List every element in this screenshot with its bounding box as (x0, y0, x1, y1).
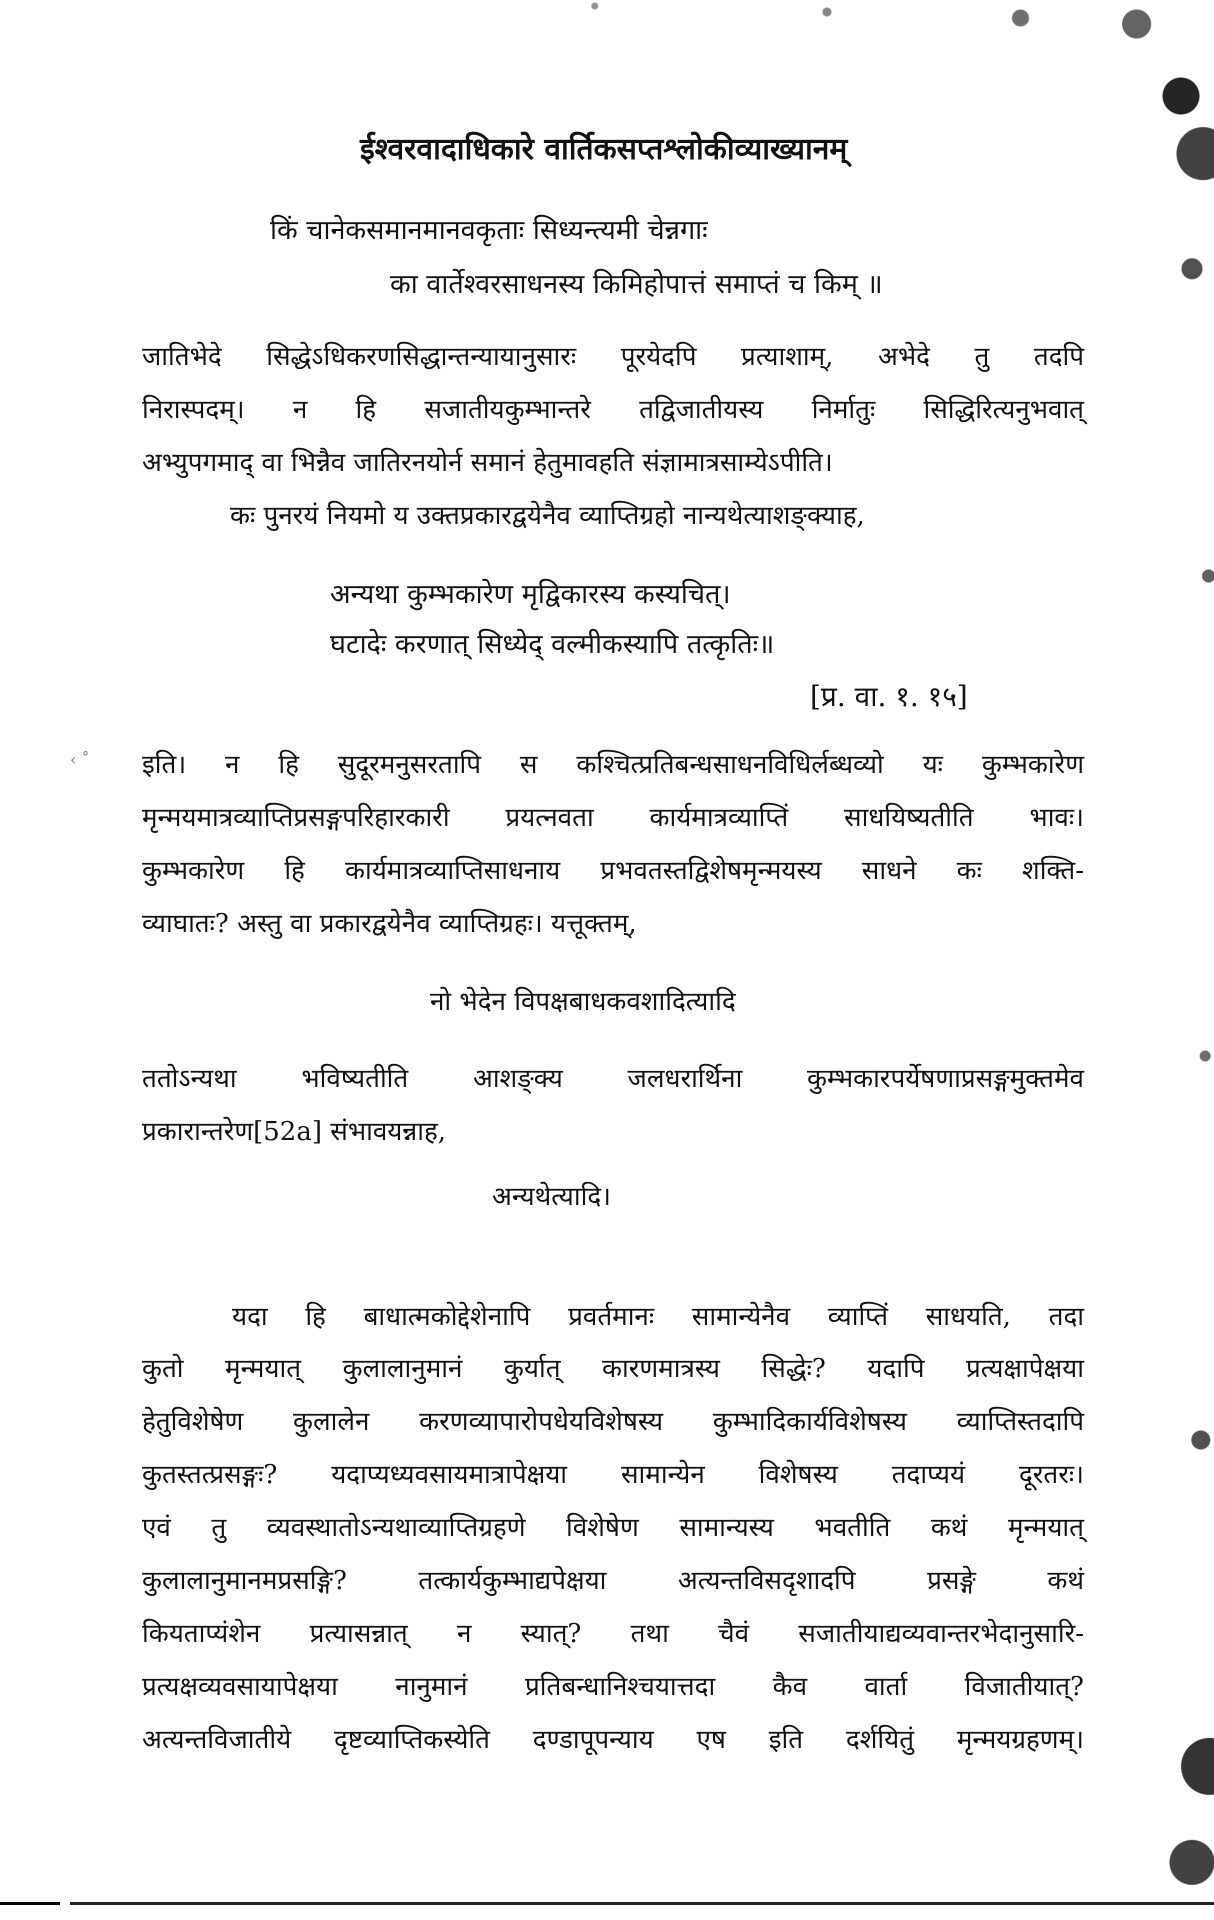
verse-line: अन्यथा कुम्भकारेण मृद्विकारस्य कस्यचित्। (330, 579, 731, 610)
verse-line: किं चानेकसमानमानवकृताः सिध्यन्त्यमी चेन्नगाः (270, 215, 708, 246)
paragraph-line: हेतुविशेषेण कुलालेन करणव्यापारोपधेयविशेषस्य कुम्भादिकार्यविशेषस्य व्याप्तिस्तदापि (142, 1407, 1084, 1437)
paragraph-line: कुलालानुमानमप्रसङ्गि? तत्कार्यकुम्भाद्यपेक्षया अत्यन्तविसदृशादपि प्रसङ्गे कथं (142, 1566, 1084, 1596)
paragraph-line: एवं तु व्यवस्थातोऽन्यथाव्याप्तिग्रहणे विशेषेण सामान्यस्य भवतीति कथं मृन्मयात् (142, 1513, 1084, 1543)
paragraph-line: अत्यन्तविजातीये दृष्टव्याप्तिकस्येति दण्डापूपन्याय एष इति दर्शयितुं मृन्मयग्रहणम्। (142, 1725, 1084, 1755)
paragraph-line: ततोऽन्यथा भविष्यतीति आशङ्क्य जलधरार्थिना कुम्भकारपर्येषणाप्रसङ्गमुक्तमेव (142, 1064, 1084, 1094)
paragraph-line: निरास्पदम्। न हि सजातीयकुम्भान्तरे तद्विजातीयस्य निर्मातुः सिद्धिरित्यनुभवात् (142, 395, 1084, 425)
paragraph-line: इति। न हि सुदूरमनुसरतापि स कश्चित्प्रतिबन्धसाधनविधिर्लब्धव्यो यः कुम्भकारेण (142, 750, 1084, 780)
page-bottom-edge (0, 1902, 1214, 1905)
verse-line: घटादेः करणात् सिध्येद् वल्मीकस्यापि तत्कृतिः॥ (330, 629, 775, 660)
quoted-line: अन्यथेत्यादि। (492, 1182, 611, 1212)
paragraph-line: कियताप्यंशेन प्रत्यासन्नात् न स्यात्? तथा चैवं सजातीयाद्यव्यवान्तरभेदानुसारि- (142, 1619, 1084, 1649)
paragraph-line: यदा हि बाधात्मकोद्देशेनापि प्रवर्तमानः सामान्येनैव व्याप्तिं साधयति, तदा (232, 1302, 1084, 1332)
paragraph-line: प्रकारान्तरेण[52a] संभावयन्नाह, (142, 1117, 447, 1147)
paragraph-line: मृन्मयमात्रव्याप्तिप्रसङ्गपरिहारकारी प्रयत्नवता कार्यमात्रव्याप्तिं साधयिष्यतीति भावः। (142, 803, 1084, 833)
paragraph-line: कः पुनरयं नियमो य उक्तप्रकारद्वयेनैव व्याप्तिग्रहो नान्यथेत्याशङ्क्याह, (230, 501, 865, 531)
scan-noise (440, 0, 1214, 60)
paragraph-line: कुतो मृन्मयात् कुलालानुमानं कुर्यात् कारणमात्रस्य सिद्धेः? यदापि प्रत्यक्षापेक्षया (142, 1354, 1084, 1384)
paragraph-line: अभ्युपगमाद् वा भिन्नैव जातिरनयोर्न समानं हेतुमावहति संज्ञामात्रसाम्येऽपीति। (142, 448, 833, 478)
margin-mark: ‹ ˚ (70, 750, 90, 769)
verse-line: का वार्तेश्वरसाधनस्य किमिहोपात्तं समाप्तं च किम् ॥ (390, 269, 883, 300)
paragraph-line: कुम्भकारेण हि कार्यमात्रव्याप्तिसाधनाय प्रभवतस्तद्विशेषमृन्मयस्य साधने कः शक्ति- (142, 856, 1084, 886)
paragraph-line: जातिभेदे सिद्धेऽधिकरणसिद्धान्तन्यायानुसारः पूरयेदपि प्रत्याशाम्, अभेदे तु तदपि (142, 342, 1084, 372)
page-heading: ईश्वरवादाधिकारे वार्तिकसप्तश्लोकीव्याख्यानम् (360, 132, 848, 167)
verse-reference: [प्र. वा. १. १५] (810, 680, 968, 713)
paragraph-line: व्याघातः? अस्तु वा प्रकारद्वयेनैव व्याप्तिग्रहः। यत्तूक्तम्, (142, 909, 637, 939)
scan-noise (1104, 0, 1214, 1920)
paragraph-line: कुतस्तत्प्रसङ्गः? यदाप्यध्यवसायमात्रापेक्षया सामान्येन विशेषस्य तदाप्ययं दूरतरः। (142, 1460, 1084, 1490)
paragraph-line: प्रत्यक्षव्यवसायापेक्षया नानुमानं प्रतिबन्धानिश्चयात्तदा कैव वार्ता विजातीयात्? (142, 1672, 1084, 1702)
quoted-line: नो भेदेन विपक्षबाधकवशादित्यादि (430, 987, 736, 1017)
